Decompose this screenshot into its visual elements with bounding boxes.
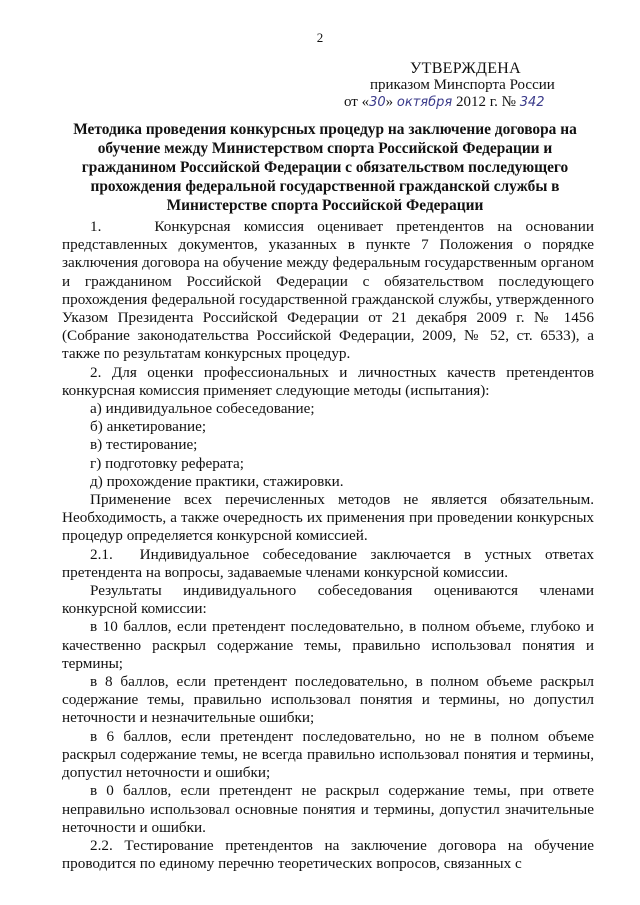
paragraph: в 6 баллов, если претендент последовательно, но не в полном объеме раскрыл содержание темы, не всегда правильно использовал понятия и термины, допустил неточности и ошибки; <box>62 727 594 782</box>
approval-title: УТВЕРЖДЕНА <box>410 60 522 77</box>
list-item: г) подготовку реферата; <box>90 454 244 472</box>
paragraph: 2.1. Индивидуальное собеседование заключается в устных ответах претендента на вопросы, задаваемые членами конкурсной комиссии. <box>62 545 594 581</box>
list-item: б) анкетирование; <box>90 418 207 436</box>
paragraph: 1. Конкурсная комиссия оценивает претендентов на основании представленных документов, указанных в пункте 7 Положения о порядке заключения договора на обучение между федеральным государственным органом и гражданином Российской Федерации с обязательством последующего прохождения федеральной государственной гражданской службы, утвержденного Указом Президента Российской Федерации от 21 декабря 2009 г. № 1456 (Собрание законодательства Российской Федерации, 2009, № 52, ст. 6533), а также по результатам конкурсных процедур. <box>62 218 594 363</box>
document-title: Методика проведения конкурсных процедур на заключение договора на обучение между Министерством спорта Российской Федерации и гражданином Российской Федерации с обязательством последующего прохождения федеральной государственной гражданской службы в Министерстве спорта Российской Федерации <box>73 121 577 214</box>
list-item: д) прохождение практики, стажировки. <box>90 472 344 490</box>
approval-date-line <box>344 94 592 111</box>
handwritten-month: октября <box>396 95 453 110</box>
page-number: 2 <box>316 30 324 45</box>
date-prefix: от « <box>344 94 370 110</box>
date-year: 2012 г. № <box>452 94 520 110</box>
list-item: а) индивидуальное собеседование; <box>90 400 315 418</box>
approval-stamp <box>344 60 592 111</box>
handwritten-order-number: 342 <box>519 95 545 110</box>
paragraph: 2.2. Тестирование претендентов на заключение договора на обучение проводится по единому перечню теоретических вопросов, связанных с <box>62 836 594 873</box>
list-item: в) тестирование; <box>90 436 198 454</box>
paragraph: в 10 баллов, если претендент последовательно, в полном объеме, глубоко и качественно раскрыл содержание темы, правильно использовал понятия и термины; <box>62 618 594 672</box>
approval-order-line: приказом Минспорта России <box>370 77 555 93</box>
handwritten-day: 30 <box>369 95 386 110</box>
paragraph: в 8 баллов, если претендент последовательно, в полном объеме раскрыл содержание темы, правильно использовал понятия и термины, но допустил неточности и незначительные ошибки; <box>62 673 594 727</box>
paragraph: 2. Для оценки профессиональных и личностных качеств претендентов конкурсная комиссия применяет следующие методы (испытания): <box>62 363 594 399</box>
paragraph: Применение всех перечисленных методов не является обязательным. Необходимость, а также очередность их применения при проведении конкурсных процедур определяется конкурсной комиссией. <box>62 491 594 545</box>
document-body <box>62 218 594 873</box>
date-mid: » <box>385 94 394 110</box>
paragraph: Результаты индивидуального собеседования оцениваются членами конкурсной комиссии: <box>62 582 594 618</box>
paragraph: в 0 баллов, если претендент не раскрыл содержание темы, при ответе неправильно использовал основные понятия и термины, допустил значительные неточности и ошибки. <box>62 782 594 836</box>
